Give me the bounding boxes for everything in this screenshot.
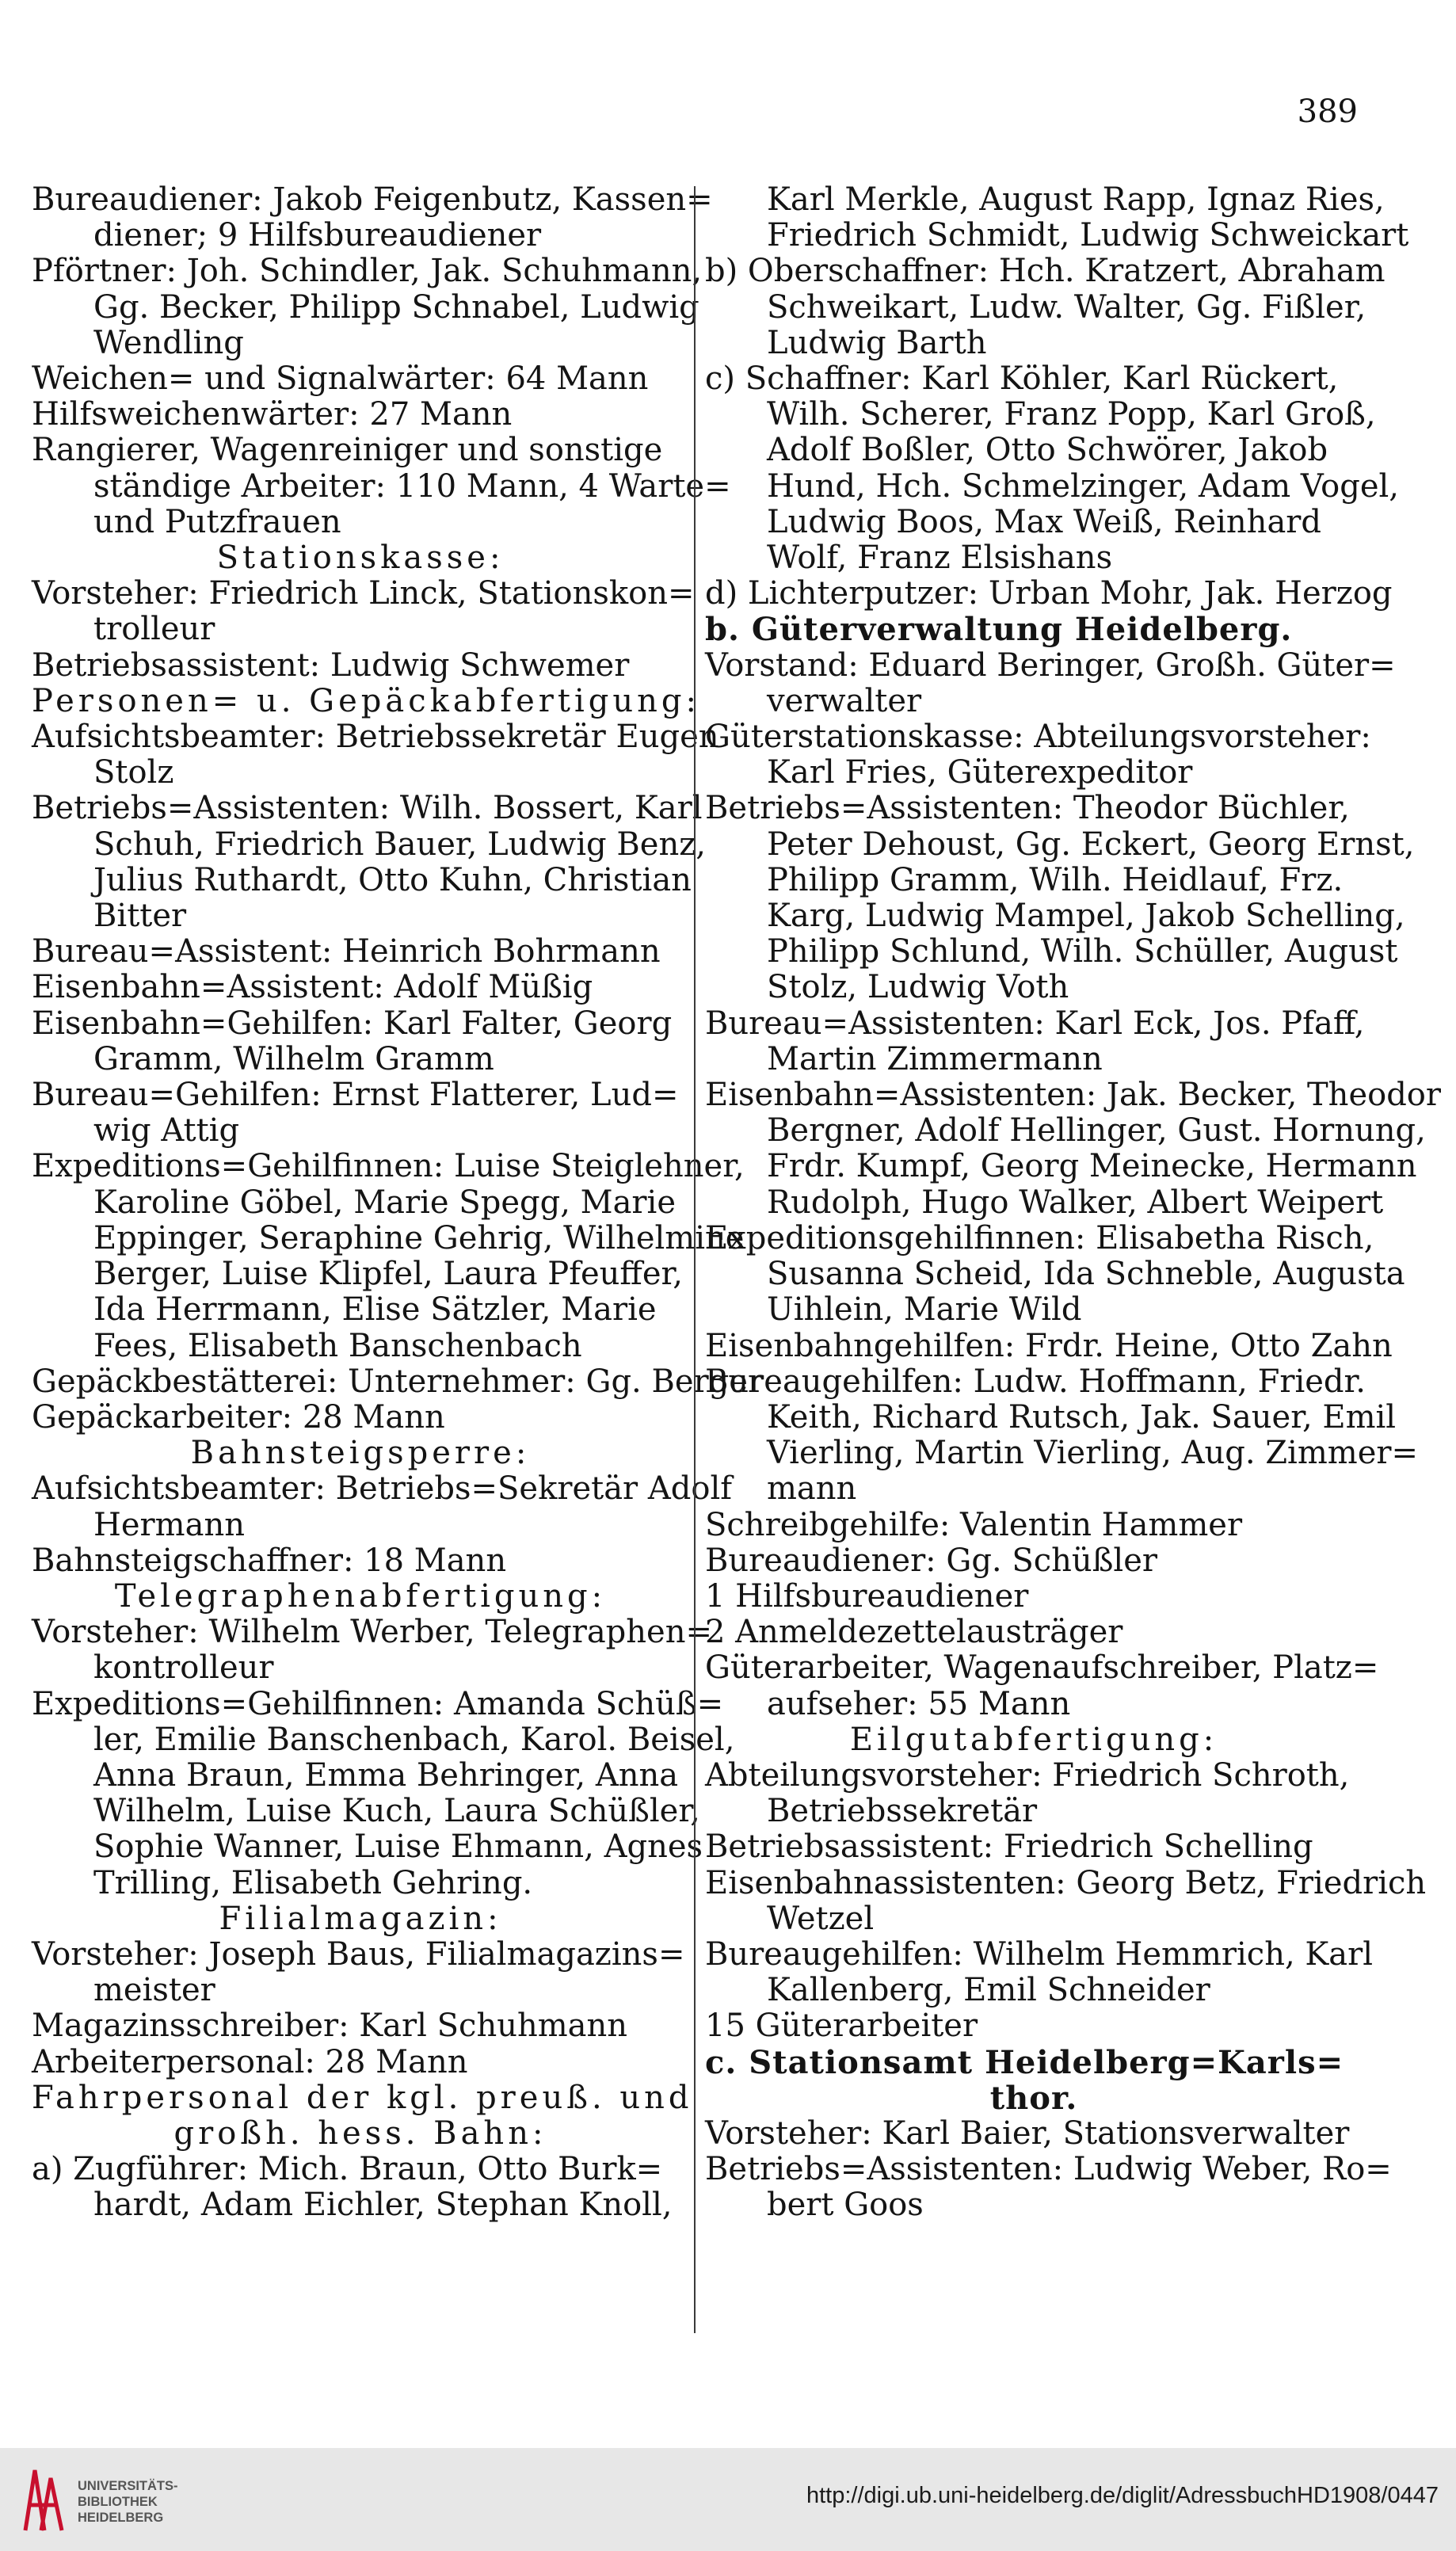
left-section-heading: Telegraphenabfertigung:: [114, 1577, 607, 1615]
left-section-heading: Filialmagazin:: [219, 1900, 502, 1937]
left-text-line: Bitter: [93, 898, 187, 935]
right-text-line: Betriebssekretär: [767, 1793, 1038, 1830]
left-text-line: Bureaudiener: Jakob Feigenbutz, Kassen=: [32, 181, 713, 218]
left-text-line: Stolz: [93, 754, 174, 791]
right-text-line: c) Schaffner: Karl Köhler, Karl Rückert,: [705, 360, 1339, 398]
left-text-line: Vorsteher: Friedrich Linck, Stationskon=: [32, 575, 695, 612]
left-text-line: Eisenbahn=Gehilfen: Karl Falter, Georg: [32, 1005, 673, 1042]
university-seal-icon: [17, 2462, 70, 2535]
column-divider: [694, 186, 696, 2333]
right-text-line: Wetzel: [767, 1900, 875, 1937]
right-text-line: Bureaugehilfen: Wilhelm Hemmrich, Karl: [705, 1935, 1374, 1973]
left-text-line: Schuh, Friedrich Bauer, Ludwig Benz,: [93, 826, 706, 863]
right-text-line: Philipp Gramm, Wilh. Heidlauf, Frz.: [767, 861, 1344, 898]
right-text-line: Kallenberg, Emil Schneider: [767, 1972, 1210, 2009]
left-text-line: Eisenbahn=Assistent: Adolf Müßig: [32, 969, 593, 1006]
left-text-line: Betriebs=Assistenten: Wilh. Bossert, Karl: [32, 790, 703, 827]
right-text-line: Bureaugehilfen: Ludw. Hoffmann, Friedr.: [705, 1363, 1366, 1400]
left-text-line: kontrolleur: [93, 1649, 274, 1687]
left-text-line: ständige Arbeiter: 110 Mann, 4 Warte=: [93, 467, 731, 505]
right-text-line: Keith, Richard Rutsch, Jak. Sauer, Emil: [767, 1398, 1397, 1436]
page-number: 389: [1297, 93, 1358, 130]
right-text-line: Eisenbahn=Assistenten: Jak. Becker, Theodor: [705, 1077, 1442, 1114]
right-text-line: Stolz, Ludwig Voth: [767, 969, 1069, 1006]
left-text-line: Aufsichtsbeamter: Betriebssekretär Eugen: [32, 719, 719, 756]
right-text-line: mann: [767, 1470, 857, 1508]
left-text-line: Expeditions=Gehilfinnen: Luise Steiglehner,: [32, 1148, 745, 1185]
left-text-line: a) Zugführer: Mich. Braun, Otto Burk=: [32, 2151, 663, 2188]
left-text-line: Gepäckarbeiter: 28 Mann: [32, 1398, 445, 1436]
left-text-line: trolleur: [93, 611, 215, 648]
left-text-line: Vorsteher: Wilhelm Werber, Telegraphen=: [32, 1614, 712, 1651]
left-text-line: Pförtner: Joh. Schindler, Jak. Schuhmann,: [32, 253, 703, 290]
right-text-line: Ludwig Barth: [767, 324, 987, 361]
right-section-heading: thor.: [989, 2079, 1078, 2117]
source-url-link[interactable]: http://digi.ub.uni-heidelberg.de/diglit/AdressbuchHD1908/0447: [806, 2483, 1439, 2508]
left-text-line: Berger, Luise Klipfel, Laura Pfeuffer,: [93, 1256, 683, 1293]
right-text-line: Expeditionsgehilfinnen: Elisabetha Risch,: [705, 1219, 1374, 1256]
right-column: [705, 181, 1442, 2224]
right-text-line: Betriebs=Assistenten: Theodor Büchler,: [705, 790, 1350, 827]
left-text-line: Gg. Becker, Philipp Schnabel, Ludwig: [93, 288, 699, 326]
library-name-line1: UNIVERSITÄTS-: [78, 2479, 178, 2493]
left-text-line: Julius Ruthardt, Otto Kuhn, Christian: [93, 861, 692, 898]
right-text-line: Wilh. Scherer, Franz Popp, Karl Groß,: [767, 396, 1376, 433]
left-text-line: Wilhelm, Luise Kuch, Laura Schüßler,: [93, 1793, 700, 1830]
left-text-line: Ida Herrmann, Elise Sätzler, Marie: [93, 1291, 657, 1329]
right-text-line: 2 Anmeldezettelausträger: [705, 1614, 1123, 1651]
left-text-line: Sophie Wanner, Luise Ehmann, Agnes: [93, 1828, 703, 1866]
left-text-line: Arbeiterpersonal: 28 Mann: [32, 2043, 468, 2080]
left-text-line: Wendling: [93, 324, 244, 361]
left-text-line: Rangierer, Wagenreiniger und sonstige: [32, 432, 663, 469]
right-section-heading: Eilgutabfertigung:: [849, 1721, 1218, 1758]
footer-bar: [0, 2448, 1456, 2551]
right-text-line: Adolf Boßler, Otto Schwörer, Jakob: [767, 432, 1328, 469]
library-name-line3: HEIDELBERG: [78, 2511, 164, 2525]
right-text-line: Uihlein, Marie Wild: [767, 1291, 1082, 1329]
right-text-line: Vorsteher: Karl Baier, Stationsverwalter: [705, 2114, 1350, 2152]
right-text-line: 1 Hilfsbureaudiener: [705, 1577, 1029, 1615]
right-text-line: Schweikart, Ludw. Walter, Gg. Fißler,: [767, 288, 1366, 326]
right-text-line: Friedrich Schmidt, Ludwig Schweickart: [767, 217, 1409, 254]
right-text-line: Bureaudiener: Gg. Schüßler: [705, 1542, 1157, 1579]
left-text-line: Betriebsassistent: Ludwig Schwemer: [32, 646, 630, 684]
right-text-line: Karg, Ludwig Mampel, Jakob Schelling,: [767, 898, 1405, 935]
left-section-heading: Personen= u. Gepäckabfertigung:: [32, 682, 700, 719]
left-text-line: Hermann: [93, 1506, 245, 1543]
right-text-line: 15 Güterarbeiter: [705, 2008, 978, 2045]
right-text-line: Wolf, Franz Elsishans: [767, 540, 1113, 577]
left-section-heading: großh. hess. Bahn:: [173, 2114, 547, 2152]
left-column: [32, 181, 764, 2224]
right-text-line: aufseher: 55 Mann: [767, 1685, 1071, 1722]
right-text-line: Susanna Scheid, Ida Schneble, Augusta: [767, 1256, 1405, 1293]
left-text-line: Magazinsschreiber: Karl Schuhmann: [32, 2008, 628, 2045]
left-text-line: diener; 9 Hilfsbureaudiener: [93, 217, 542, 254]
right-text-line: Bureau=Assistenten: Karl Eck, Jos. Pfaff,: [705, 1005, 1365, 1042]
right-section-heading: c. Stationsamt Heidelberg=Karls=: [705, 2043, 1344, 2081]
right-text-line: Karl Fries, Güterexpeditor: [767, 754, 1193, 791]
right-text-line: Philipp Schlund, Wilh. Schüller, August: [767, 933, 1398, 970]
left-section-heading: Stationskasse:: [216, 540, 505, 577]
right-section-heading: b. Güterverwaltung Heidelberg.: [705, 611, 1293, 649]
left-text-line: Trilling, Elisabeth Gehring.: [93, 1864, 533, 1901]
right-text-line: Martin Zimmermann: [767, 1040, 1103, 1077]
right-text-line: Vierling, Martin Vierling, Aug. Zimmer=: [767, 1435, 1419, 1472]
left-text-line: Vorsteher: Joseph Baus, Filialmagazins=: [32, 1935, 685, 1973]
right-text-line: d) Lichterputzer: Urban Mohr, Jak. Herzog: [705, 575, 1393, 612]
right-text-line: Schreibgehilfe: Valentin Hammer: [705, 1506, 1243, 1543]
left-text-line: Weichen= und Signalwärter: 64 Mann: [32, 360, 649, 398]
left-text-line: Karoline Göbel, Marie Spegg, Marie: [93, 1184, 677, 1221]
left-text-line: Bureau=Gehilfen: Ernst Flatterer, Lud=: [32, 1077, 679, 1114]
left-text-line: Gramm, Wilhelm Gramm: [93, 1040, 494, 1077]
library-logo-text: [78, 2478, 178, 2526]
left-text-line: Anna Braun, Emma Behringer, Anna: [93, 1756, 679, 1794]
right-text-line: Frdr. Kumpf, Georg Meinecke, Hermann: [767, 1148, 1417, 1185]
left-text-line: meister: [93, 1972, 215, 2009]
left-text-line: Bureau=Assistent: Heinrich Bohrmann: [32, 933, 661, 970]
left-text-line: wig Attig: [93, 1112, 240, 1150]
right-text-line: Eisenbahnassistenten: Georg Betz, Friedrich: [705, 1864, 1427, 1901]
right-text-line: Eisenbahngehilfen: Frdr. Heine, Otto Zahn: [705, 1327, 1393, 1364]
right-text-line: verwalter: [767, 682, 922, 719]
left-text-line: Gepäckbestätterei: Unternehmer: Gg. Berger: [32, 1363, 764, 1400]
left-text-line: hardt, Adam Eichler, Stephan Knoll,: [93, 2187, 673, 2224]
left-text-line: Bahnsteigschaffner: 18 Mann: [32, 1542, 507, 1579]
library-name-line2: BIBLIOTHEK: [78, 2495, 158, 2509]
left-text-line: Expeditions=Gehilfinnen: Amanda Schüß=: [32, 1685, 724, 1722]
right-text-line: Rudolph, Hugo Walker, Albert Weipert: [767, 1184, 1384, 1221]
left-text-line: Aufsichtsbeamter: Betriebs=Sekretär Adolf: [32, 1470, 733, 1508]
right-text-line: b) Oberschaffner: Hch. Kratzert, Abraham: [705, 253, 1385, 290]
right-text-line: Abteilungsvorsteher: Friedrich Schroth,: [705, 1756, 1350, 1794]
left-section-heading: Bahnsteigsperre:: [190, 1435, 531, 1472]
left-text-line: ler, Emilie Banschenbach, Karol. Beisel,: [93, 1721, 735, 1758]
right-text-line: Hund, Hch. Schmelzinger, Adam Vogel,: [767, 467, 1400, 505]
right-text-line: Peter Dehoust, Gg. Eckert, Georg Ernst,: [767, 826, 1415, 863]
right-text-line: Bergner, Adolf Hellinger, Gust. Hornung,: [767, 1112, 1426, 1150]
right-text-line: Güterarbeiter, Wagenaufschreiber, Platz=: [705, 1649, 1379, 1687]
right-text-line: Vorstand: Eduard Beringer, Großh. Güter=: [705, 646, 1396, 684]
right-text-line: Betriebs=Assistenten: Ludwig Weber, Ro=: [705, 2151, 1392, 2188]
right-text-line: Ludwig Boos, Max Weiß, Reinhard: [767, 503, 1322, 540]
left-section-heading: Fahrpersonal der kgl. preuß. und: [32, 2079, 693, 2116]
left-text-line: Eppinger, Seraphine Gehrig, Wilhelmine: [93, 1219, 745, 1256]
right-text-line: Güterstationskasse: Abteilungsvorsteher:: [705, 719, 1371, 756]
right-text-line: Karl Merkle, August Rapp, Ignaz Ries,: [767, 181, 1385, 218]
right-text-line: Betriebsassistent: Friedrich Schelling: [705, 1828, 1313, 1866]
right-text-line: bert Goos: [767, 2187, 924, 2224]
left-text-line: Fees, Elisabeth Banschenbach: [93, 1327, 582, 1364]
left-text-line: und Putzfrauen: [93, 503, 341, 540]
left-text-line: Hilfsweichenwärter: 27 Mann: [32, 396, 513, 433]
